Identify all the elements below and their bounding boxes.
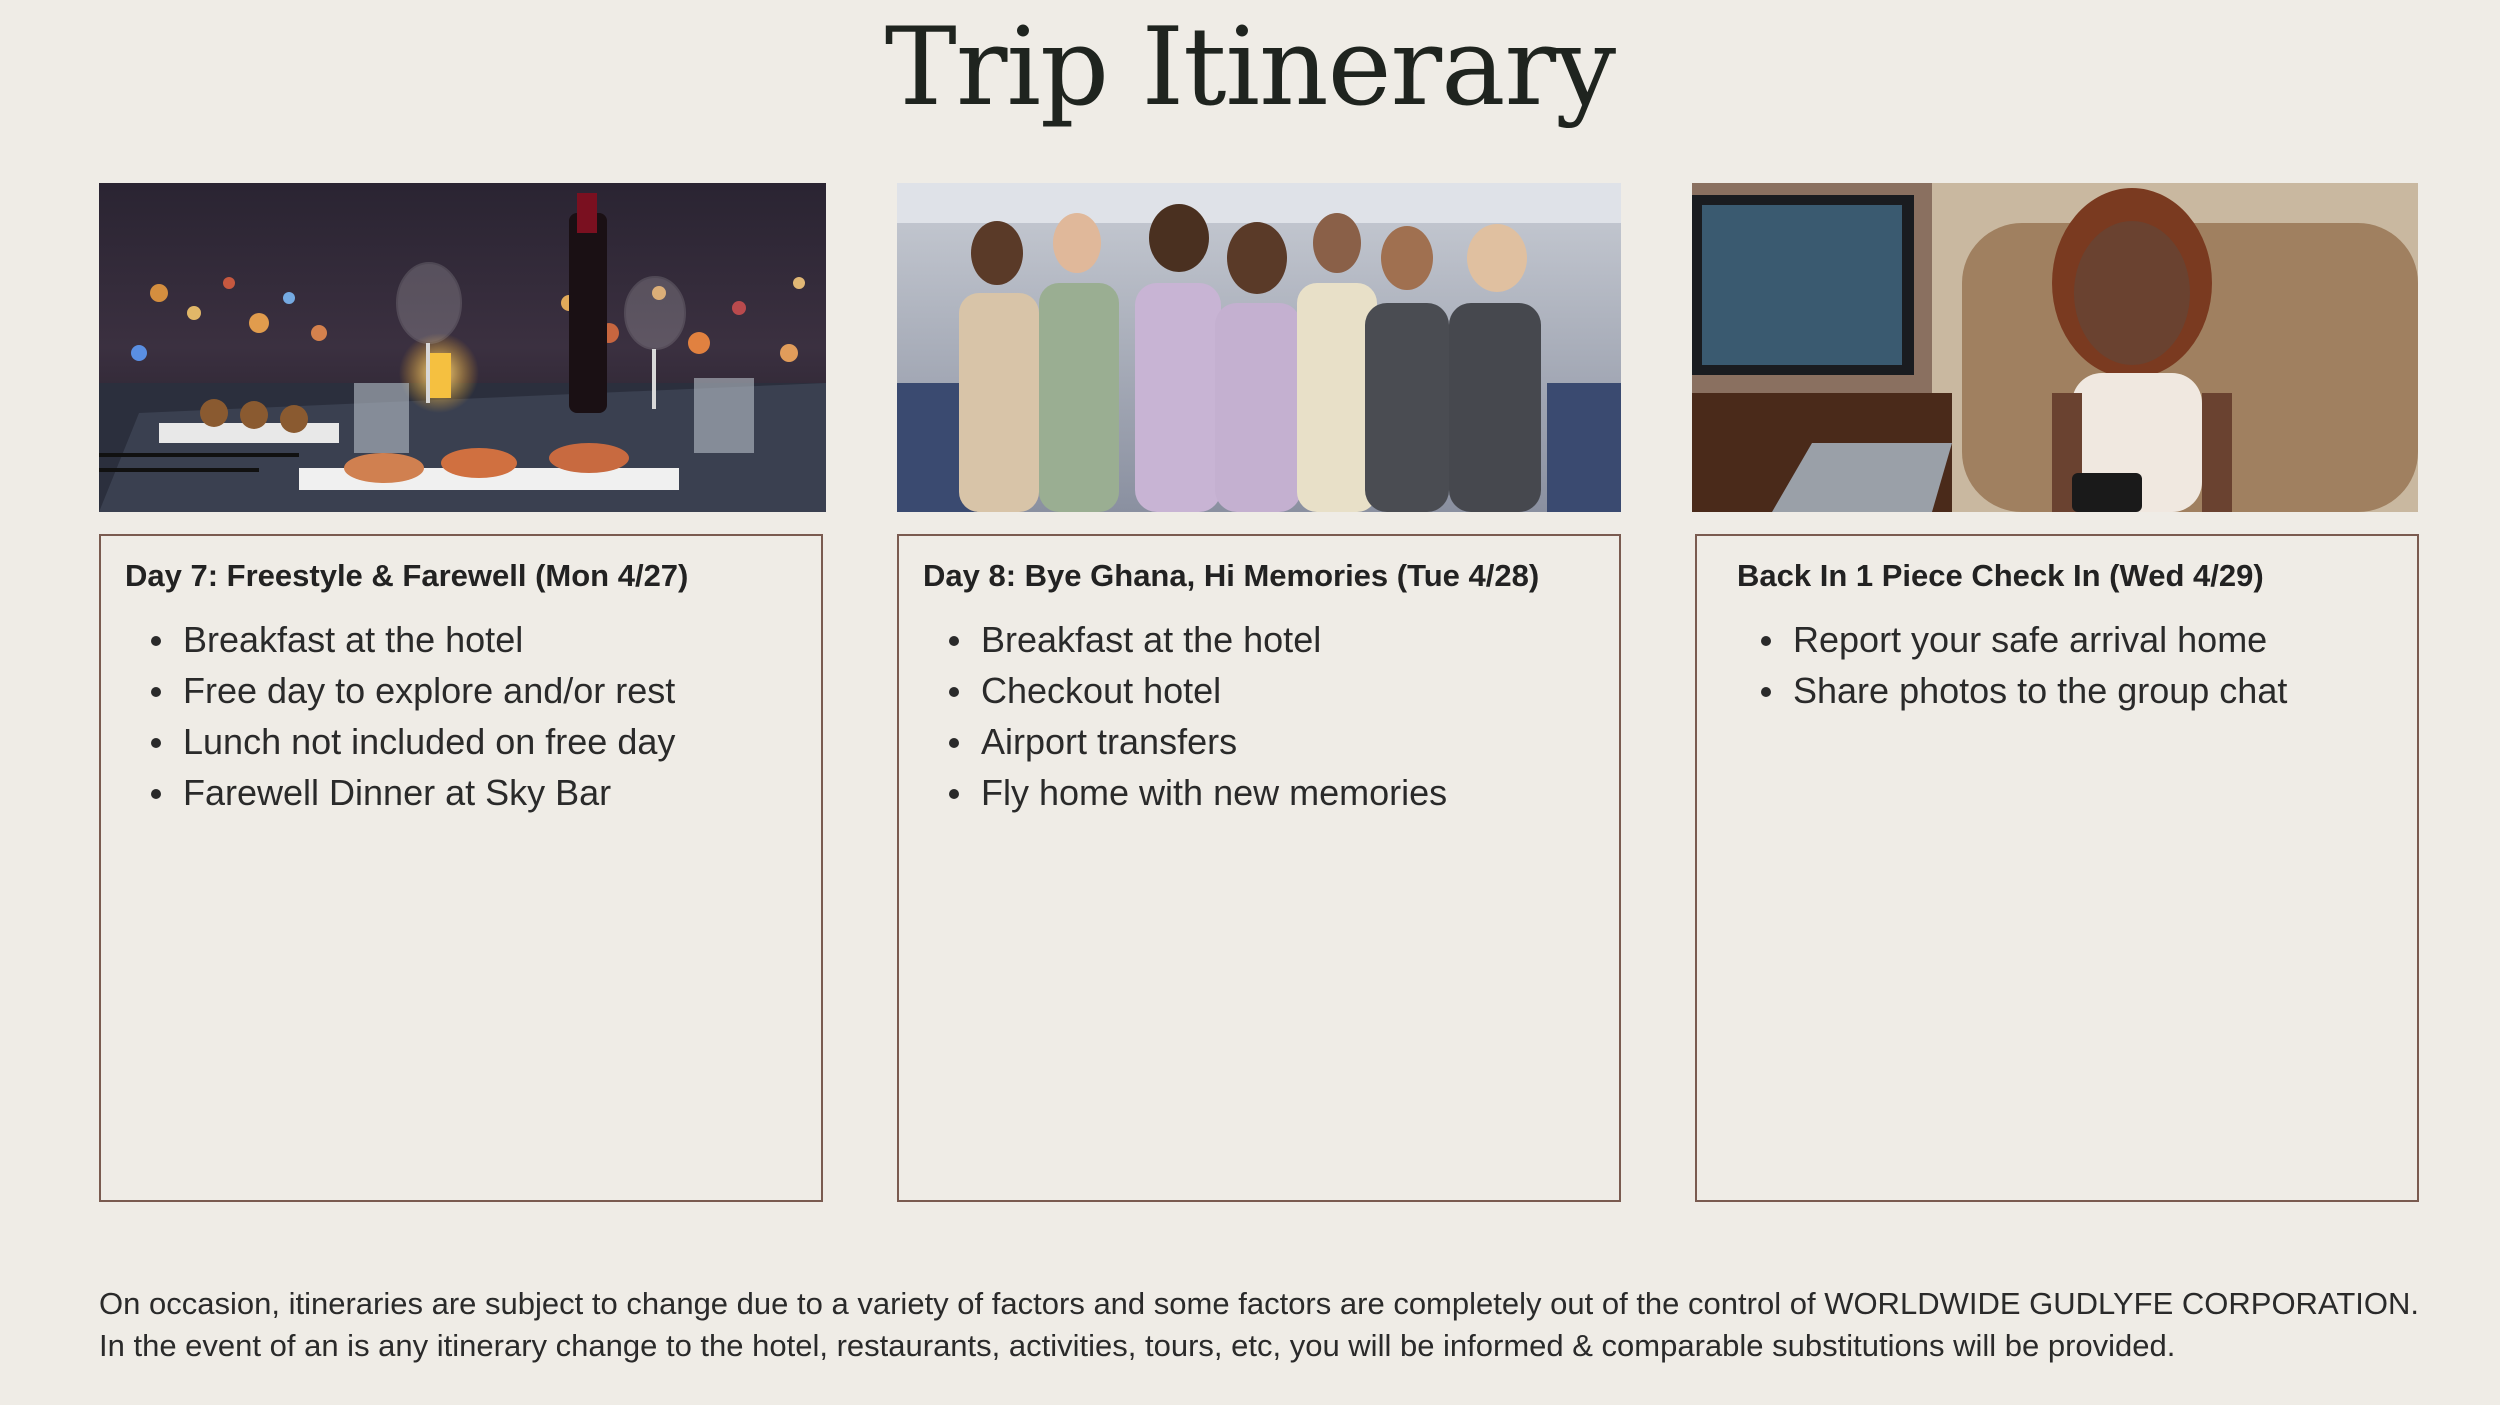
list-item-text: Farewell Dinner at Sky Bar: [183, 772, 612, 813]
bullet-icon: [151, 687, 161, 697]
group-photo-image: [897, 183, 1621, 512]
bullet-icon: [949, 789, 959, 799]
list-item: [143, 767, 675, 818]
bullet-icon: [949, 738, 959, 748]
bullet-icon: [949, 636, 959, 646]
activity-list: [1753, 614, 2287, 716]
bullet-icon: [1761, 636, 1771, 646]
itinerary-card-check-in: [1695, 534, 2419, 1202]
list-item-text: Checkout hotel: [981, 670, 1222, 711]
bullet-icon: [151, 738, 161, 748]
card-title: Back In 1 Piece Check In (Wed 4/29): [1737, 558, 2264, 593]
itinerary-card-day-8: [897, 534, 1621, 1202]
list-item: [143, 716, 675, 767]
list-item-text: Lunch not included on free day: [183, 721, 676, 762]
woman-photo-image: [1692, 183, 2418, 512]
woman-photo: [1692, 183, 2418, 512]
list-item: [941, 767, 1447, 818]
card-title: Day 7: Freestyle & Farewell (Mon 4/27): [125, 558, 689, 593]
bullet-icon: [1761, 687, 1771, 697]
bullet-icon: [949, 687, 959, 697]
list-item-text: Report your safe arrival home: [1793, 619, 2268, 660]
itinerary-card-day-7: [99, 534, 823, 1202]
list-item: [143, 665, 675, 716]
list-item-text: Breakfast at the hotel: [183, 619, 524, 660]
dinner-photo-image: [99, 183, 826, 512]
list-item: [941, 716, 1447, 767]
page-title: Trip Itinerary: [884, 5, 1616, 130]
bullet-icon: [151, 789, 161, 799]
disclaimer-text: On occasion, itineraries are subject to change due to a variety of factors and some factors are completely out of the control of WORLDWIDE GUDLYFE CORPORATION. In the event of an is any itinerary change to the hotel, restaurants, activities, tours, etc, you will be informed & comparable substitutions will be provided.: [99, 1286, 2419, 1363]
activity-list: [941, 614, 1447, 818]
list-item-text: Free day to explore and/or rest: [183, 670, 676, 711]
list-item-text: Fly home with new memories: [981, 772, 1448, 813]
bullet-icon: [151, 636, 161, 646]
list-item: [1753, 665, 2287, 716]
activity-list: [143, 614, 675, 818]
card-title: Day 8: Bye Ghana, Hi Memories (Tue 4/28): [923, 558, 1540, 593]
list-item: [941, 665, 1447, 716]
list-item-text: Share photos to the group chat: [1793, 670, 2288, 711]
dinner-photo: [99, 183, 826, 512]
list-item: [1753, 614, 2287, 665]
list-item-text: Breakfast at the hotel: [981, 619, 1322, 660]
list-item: [941, 614, 1447, 665]
list-item-text: Airport transfers: [981, 721, 1238, 762]
list-item: [143, 614, 675, 665]
group-photo: [897, 183, 1621, 512]
